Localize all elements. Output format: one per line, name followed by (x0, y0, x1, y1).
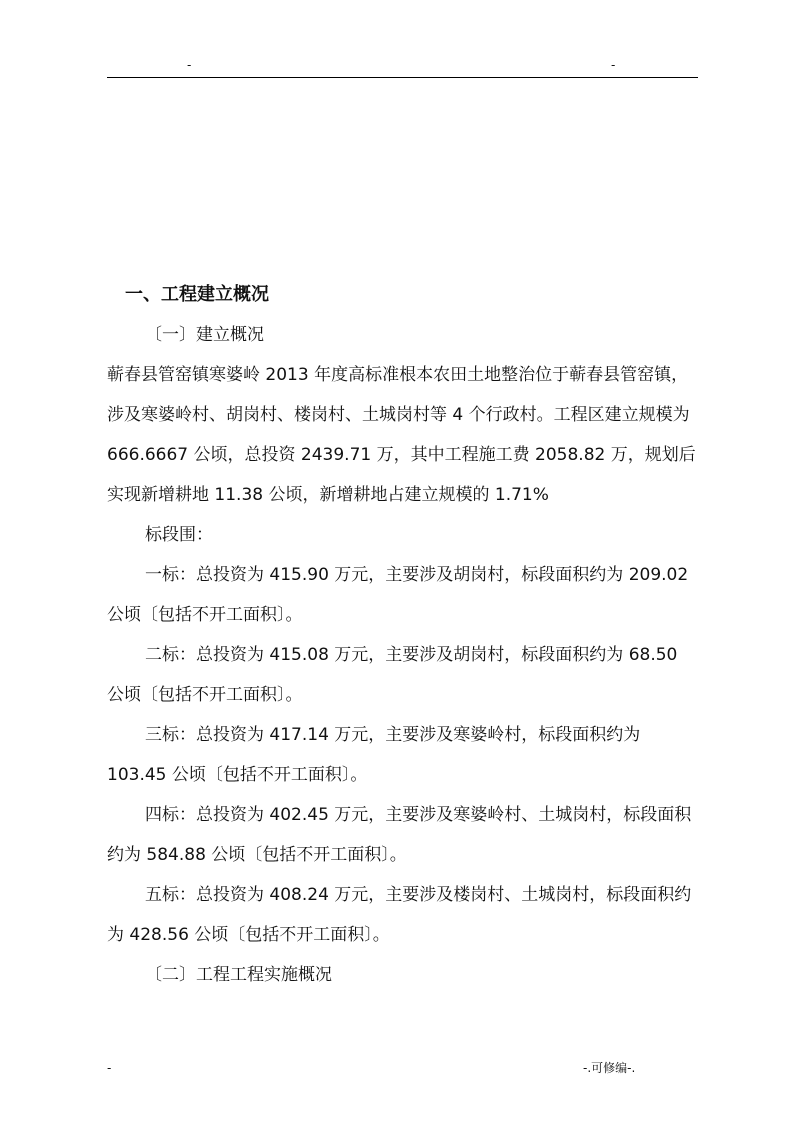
section-item: 二标：总投资为 415.08 万元，主要涉及胡岗村，标段面积约为 68.50 公顷〔包括不开工面积〕。 (107, 645, 678, 705)
footer-right-text: -.可修编-. (583, 1061, 636, 1075)
section-title: 一、工程建立概况 (125, 284, 269, 305)
section-item: 四标：总投资为 402.45 万元，主要涉及寒婆岭村、土城岗村，标段面积约为 584.88 公顷〔包括不开工面积〕。 (107, 805, 692, 865)
section-item: 五标：总投资为 408.24 万元，主要涉及楼岗村、土城岗村，标段面积约为 428.56 公顷〔包括不开工面积〕。 (107, 885, 692, 945)
footer-left-mark: - (107, 1061, 112, 1075)
overview-paragraph: 蕲春县管窑镇寒婆岭 2013 年度高标准根本农田土地整治位于蕲春县管窑镇，涉及寒婆岭村、胡岗村、楼岗村、土城岗村等 4 个行政村。工程区建立规模为 666.6667 公顷，总投资 2439.71 万，其中工程施工费 2058.82 万，规划后实现新增耕地 11.38 公顷，新增耕地占建立规模的 1.71% (107, 365, 696, 505)
subsection-title-1: 〔一〕建立概况 (145, 325, 264, 345)
section-item: 三标：总投资为 417.14 万元，主要涉及寒婆岭村，标段面积约为 103.45 公顷〔包括不开工面积〕。 (107, 725, 641, 785)
section-item: 一标：总投资为 415.90 万元，主要涉及胡岗村，标段面积约为 209.02 公顷〔包括不开工面积〕。 (107, 565, 689, 625)
header-rule (107, 77, 698, 78)
document-body (107, 275, 697, 995)
sections-intro: 标段围： (145, 525, 213, 545)
header-left-mark: - (187, 58, 192, 72)
header-right-mark: - (611, 58, 616, 72)
subsection-title-2: 〔二〕工程工程实施概况 (145, 965, 332, 985)
